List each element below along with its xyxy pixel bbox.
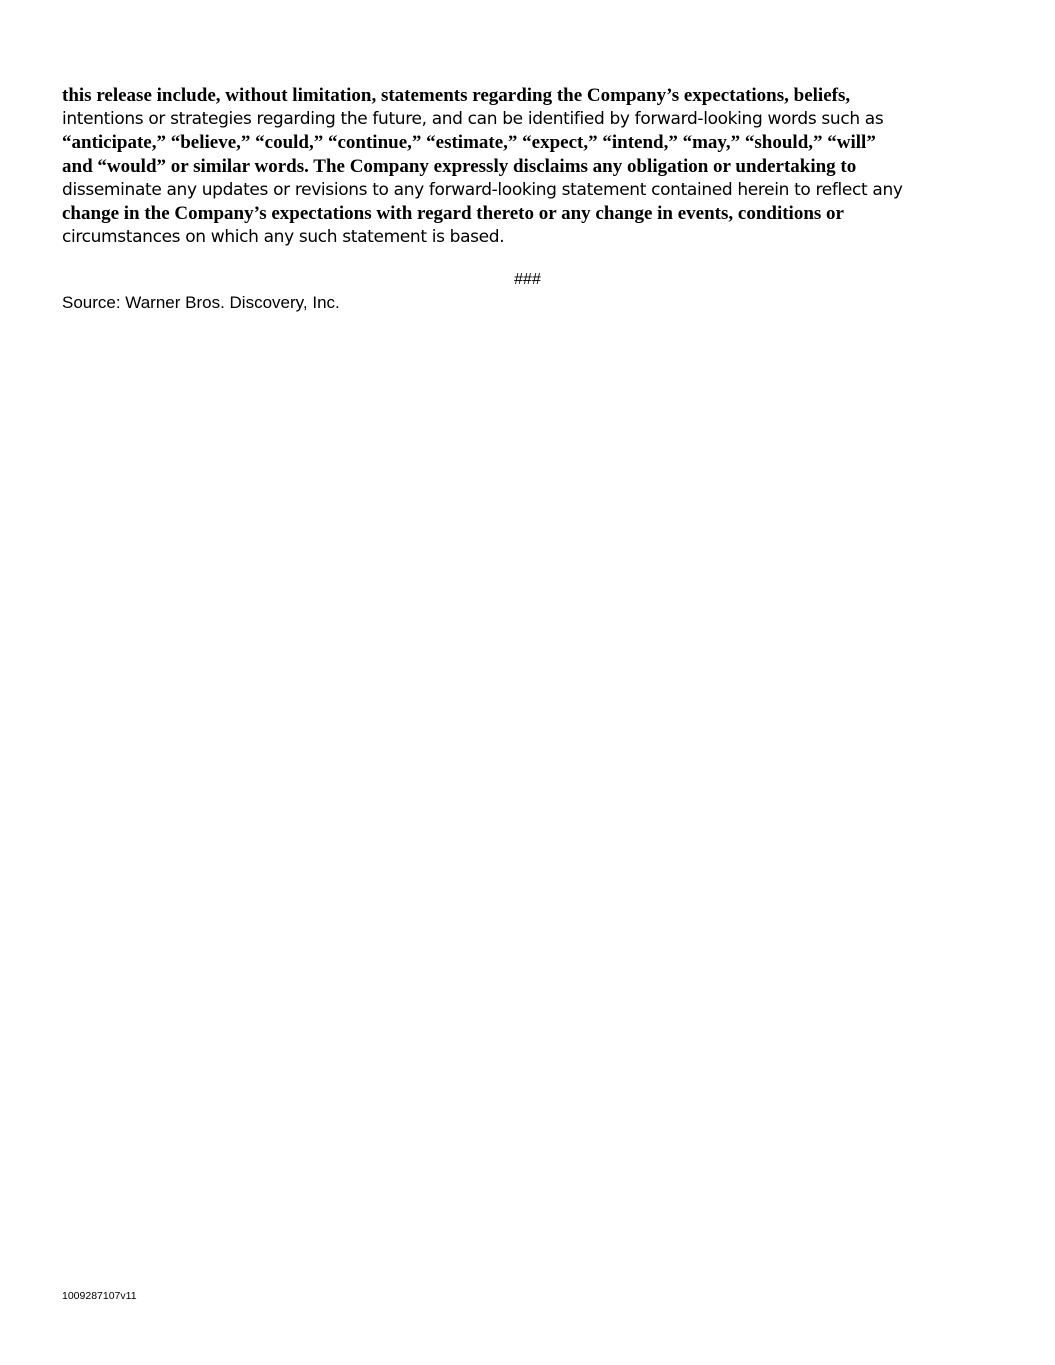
paragraph-line: change in the Company’s expectations with regard thereto or any change in events, conditions or bbox=[62, 203, 844, 225]
forward-looking-statements-paragraph bbox=[62, 84, 972, 250]
paragraph-line: circumstances on which any such statement is based. bbox=[62, 227, 505, 248]
document-id-footer: 1009287107v11 bbox=[62, 1290, 137, 1302]
paragraph-line: intentions or strategies regarding the future, and can be identified by forward-looking words such as bbox=[62, 108, 884, 129]
end-of-release-marker: ### bbox=[514, 271, 541, 288]
source-line: Source: Warner Bros. Discovery, Inc. bbox=[62, 293, 340, 312]
paragraph-line: disseminate any updates or revisions to any forward-looking statement contained herein to reflect any bbox=[62, 179, 903, 200]
paragraph-line: “anticipate,” “believe,” “could,” “continue,” “estimate,” “expect,” “intend,” “may,” “should,” “will” bbox=[62, 132, 876, 154]
paragraph-line: this release include, without limitation, statements regarding the Company’s expectations, beliefs, bbox=[62, 85, 851, 106]
paragraph-line: and “would” or similar words. The Company expressly disclaims any obligation or undertaking to bbox=[62, 156, 857, 178]
